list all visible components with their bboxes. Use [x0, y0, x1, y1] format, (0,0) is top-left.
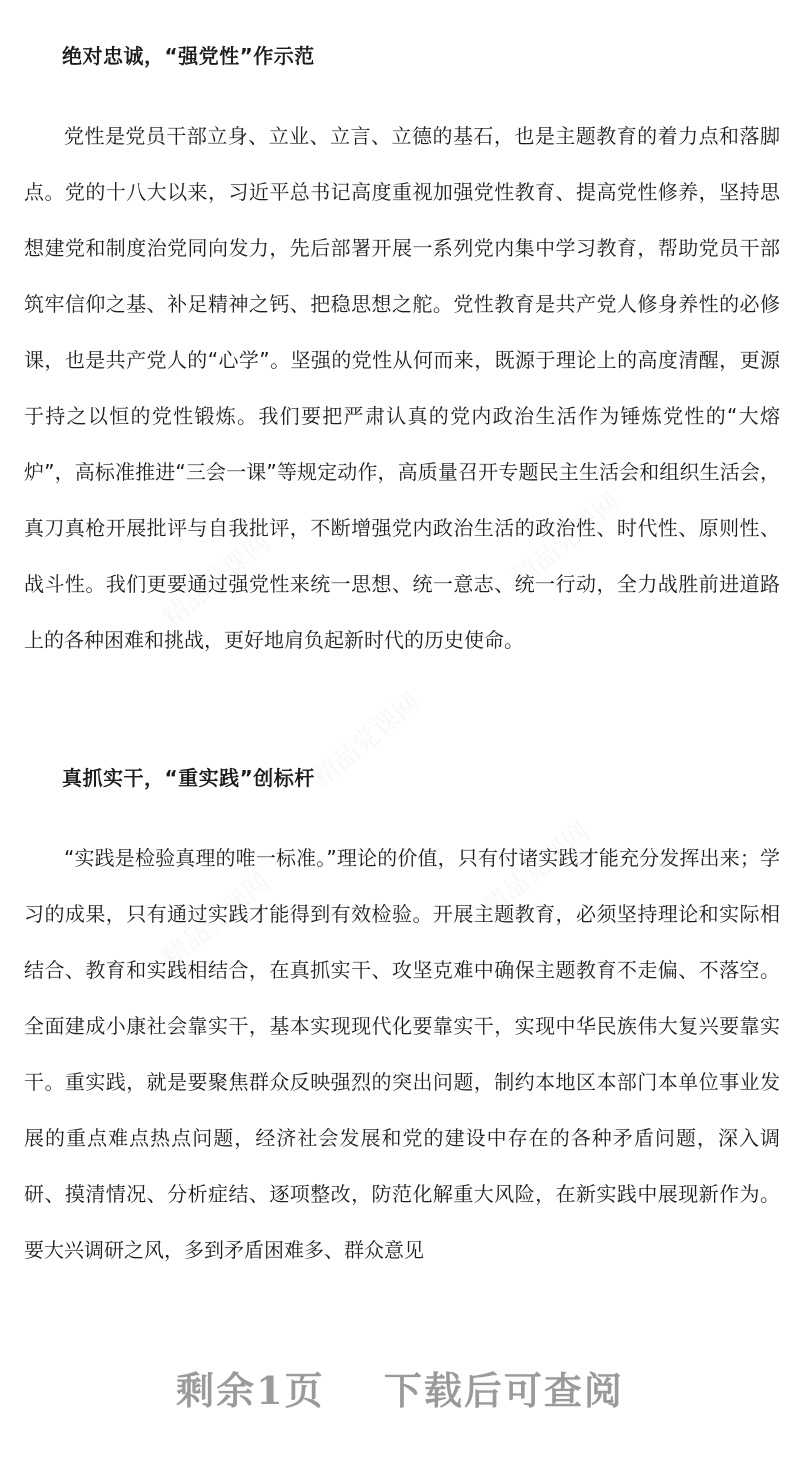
section-paragraph: 党性是党员干部立身、立业、立言、立德的基石，也是主题教育的着力点和落脚点。党的十八大以来，习近平总书记高度重视加强党性教育、提高党性修养，坚持思想建党和制度治党同向发力，先后部署开展一系列党内集中学习教育，帮助党员干部筑牢信仰之基、补足精神之钙、把稳思想之舵。党性教育是共产党人修身养性的必修课，也是共产党人的“心学”。坚强的党性从何而来，既源于理论上的高度清醒，更源于持之以恒的党性锻炼。我们要把严肃认真的党内政治生活作为锤炼党性的“大熔炉”，高标准推进“三会一课”等规定动作，高质量召开专题民主生活会和组织生活会，真刀真枪开展批评与自我批评，不断增强党内政治生活的政治性、时代性、原则性、战斗性。我们更要通过强党性来统一思想、统一意志、统一行动，全力战胜前进道路上的各种困难和挑战，更好地肩负起新时代的历史使命。	[24, 124, 780, 652]
remaining-pages-label: 剩余1页	[176, 1368, 325, 1413]
download-to-view-label[interactable]: 下载后可查阅	[383, 1368, 624, 1413]
section-paragraph: “实践是检验真理的唯一标准。”理论的价值，只有付诸实践才能充分发挥出来；学习的成果，只有通过实践才能得到有效检验。开展主题教育，必须坚持理论和实际相结合、教育和实践相结合，在真抓实干、攻坚克难中确保主题教育不走偏、不落空。全面建成小康社会靠实干，基本实现现代化要靠实干，实现中华民族伟大复兴要靠实干。重实践，就是要聚焦群众反映强烈的突出问题，制约本地区本部门本单位事业发展的重点难点热点问题，经济社会发展和党的建设中存在的各种矛盾问题，深入调研、摸清情况、分析症结、逐项整改，防范化解重大风险，在新实践中展现新作为。要大兴调研之风，多到矛盾困难多、群众意见	[24, 846, 780, 1262]
section-heading: 绝对忠诚，“强党性”作示范	[62, 44, 315, 68]
download-prompt[interactable]	[0, 1360, 800, 1415]
watermark	[303, 683, 426, 795]
section-heading: 真抓实干，“重实践”创标杆	[62, 766, 315, 790]
